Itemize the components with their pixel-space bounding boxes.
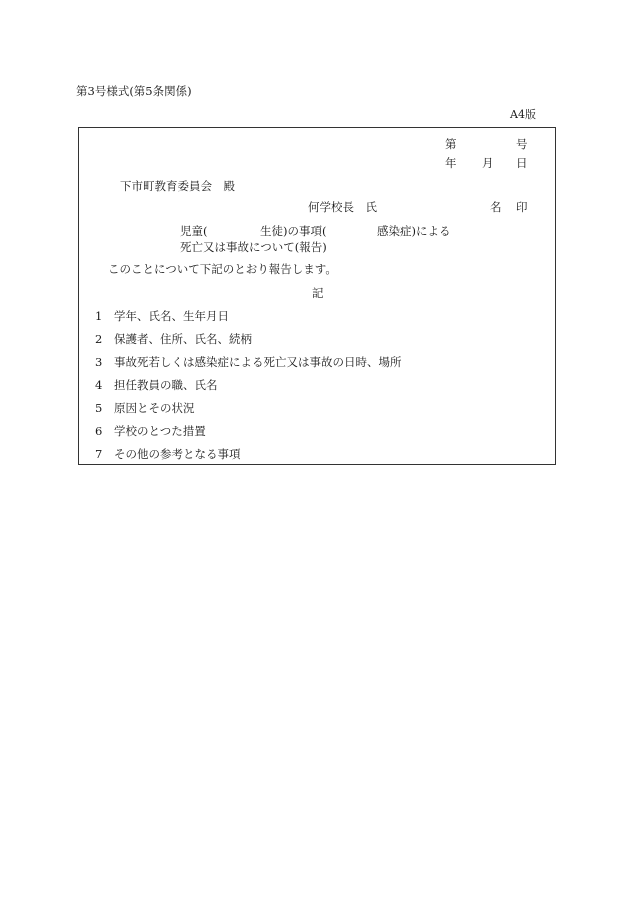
sender-name-label: 名: [490, 200, 502, 214]
subject-line2: 死亡又は事故について(報告): [180, 240, 327, 254]
item-1: 1 学年、氏名、生年月日: [95, 309, 229, 323]
addressee: 下市町教育委員会 殿: [120, 179, 235, 193]
sender-seal-label: 印: [516, 200, 528, 214]
number-prefix: 第: [445, 137, 457, 151]
subject-line1-part1: 児童(: [180, 224, 208, 238]
subject-line1-part3: 感染症)による: [377, 224, 451, 238]
date-month-label: 月: [482, 156, 494, 170]
paper-size-label: A4版: [510, 108, 536, 121]
form-title: 第3号様式(第5条関係): [76, 84, 192, 98]
item-3: 3 事故死若しくは感染症による死亡又は事故の日時、場所: [95, 355, 402, 369]
item-6: 6 学校のとつた措置: [95, 424, 206, 438]
item-2: 2 保護者、住所、氏名、続柄: [95, 332, 252, 346]
number-suffix: 号: [516, 137, 528, 151]
sender-title: 何学校長 氏: [308, 200, 377, 214]
report-form-box: [78, 127, 556, 465]
subject-line1-part2: 生徒)の事項(: [260, 224, 327, 238]
date-day-label: 日: [516, 156, 528, 170]
item-4: 4 担任教員の職、氏名: [95, 378, 218, 392]
intro-sentence: このことについて下記のとおり報告します。: [108, 262, 337, 276]
date-year-label: 年: [445, 156, 457, 170]
item-7: 7 その他の参考となる事項: [95, 447, 241, 461]
ki-label: 記: [312, 286, 324, 300]
item-5: 5 原因とその状況: [95, 401, 195, 415]
